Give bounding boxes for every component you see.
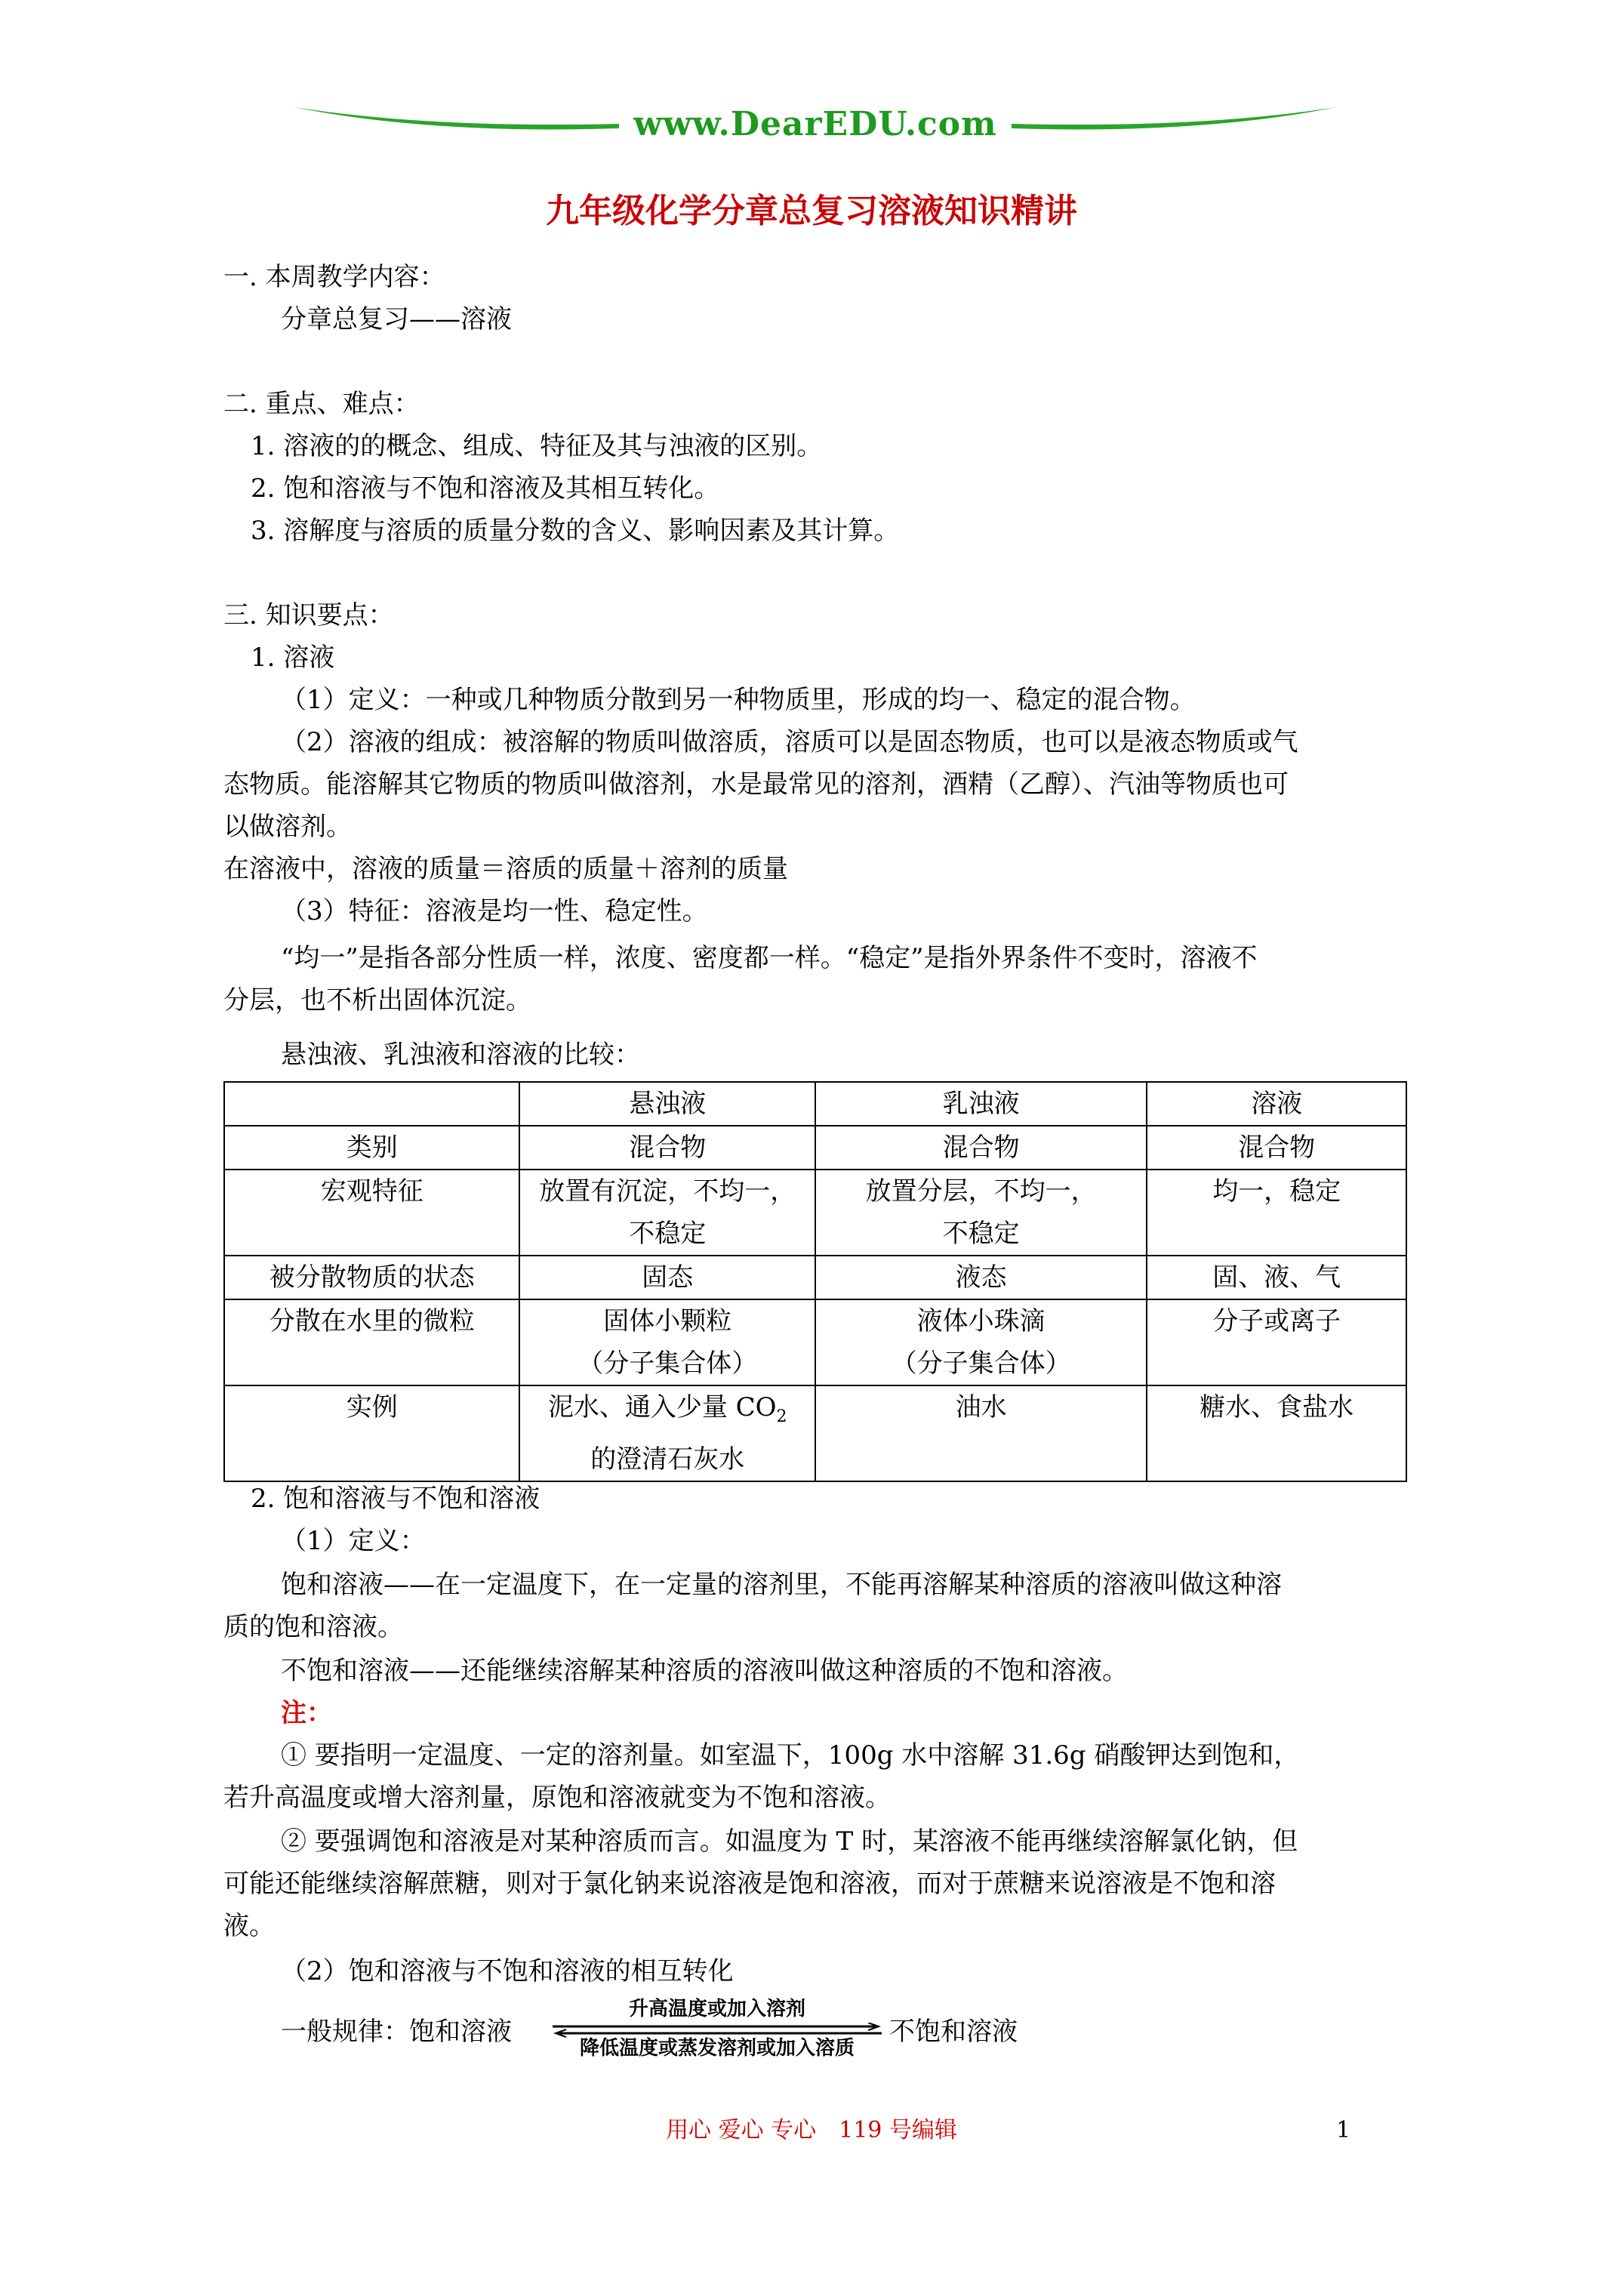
note-item: 液。 <box>223 1911 275 1941</box>
composition-text: 态物质。能溶解其它物质的物质叫做溶剂，水是最常见的溶剂，酒精（乙醇）、汽油等物质也可 <box>223 769 1289 800</box>
table-row <box>224 1256 1406 1299</box>
table-cell <box>519 1385 815 1481</box>
table-row <box>224 1082 1406 1126</box>
table-cell: 分子或离子 <box>1147 1299 1406 1385</box>
table-cell: 混合物 <box>1147 1126 1406 1170</box>
table-cell <box>224 1082 519 1126</box>
table-cell: 固、液、气 <box>1147 1256 1406 1299</box>
table-cell: 混合物 <box>815 1126 1147 1170</box>
table-cell: 混合物 <box>519 1126 815 1170</box>
footer-text: 用心 爱心 专心 119 号编辑 <box>666 2117 957 2143</box>
page-number: 1 <box>1336 2117 1351 2143</box>
section-2-item: 2. 饱和溶液与不饱和溶液及其相互转化。 <box>251 473 720 504</box>
arrow-bottom-label: 降低温度或蒸发溶剂或加入溶质 <box>579 2037 855 2060</box>
feature-explanation: “均一”是指各部分性质一样，浓度、密度都一样。“稳定”是指外界条件不变时，溶液不 <box>281 943 1258 973</box>
section-3-heading: 三. 知识要点： <box>223 600 394 630</box>
note-item: 可能还能继续溶解蔗糖，则对于氯化钠来说溶液是饱和溶液，而对于蔗糖来说溶液是不饱和溶 <box>223 1869 1276 1899</box>
logo-text: www.DearEDU.com <box>633 105 997 143</box>
table-row <box>224 1299 1406 1385</box>
comparison-intro: 悬浊液、乳浊液和溶液的比较： <box>281 1040 640 1070</box>
section-1-heading: 一. 本周教学内容： <box>223 262 445 292</box>
unsaturated-definition: 不饱和溶液——还能继续溶解某种溶质的溶液叫做这种溶质的不饱和溶液。 <box>281 1656 1128 1686</box>
saturated-definition: 饱和溶液——在一定温度下，在一定量的溶剂里，不能再溶解某种溶质的溶液叫做这种溶 <box>281 1570 1282 1600</box>
header-logo <box>294 98 1336 151</box>
table-header: 乳浊液 <box>815 1082 1147 1126</box>
table-cell: 宏观特征 <box>224 1170 519 1256</box>
table-row <box>224 1170 1406 1256</box>
definition-text: （1）定义：一种或几种物质分散到另一种物质里，形成的均一、稳定的混合物。 <box>281 685 1196 715</box>
note-item: ② 要强调饱和溶液是对某种溶质而言。如温度为 T 时，某溶液不能再继续溶解氯化钠，但 <box>281 1826 1298 1857</box>
composition-text: （2）溶液的组成：被溶解的物质叫做溶质，溶质可以是固态物质，也可以是液态物质或气 <box>281 727 1298 757</box>
cell-line: （分子集合体） <box>891 1348 1071 1379</box>
table-row <box>224 1385 1406 1481</box>
rule-suffix: 不饱和溶液 <box>889 2017 1018 2047</box>
note-item: 若升高温度或增大溶剂量，原饱和溶液就变为不饱和溶液。 <box>223 1783 891 1813</box>
table-cell: 固态 <box>519 1256 815 1299</box>
subscript: 2 <box>776 1407 787 1426</box>
table-cell: 油水 <box>815 1385 1147 1481</box>
table-cell: 分散在水里的微粒 <box>224 1299 519 1385</box>
section-2-item: 3. 溶解度与溶质的质量分数的含义、影响因素及其计算。 <box>251 516 900 546</box>
table-cell <box>519 1299 815 1385</box>
table-cell: 被分散物质的状态 <box>224 1256 519 1299</box>
section-1-content: 分章总复习——溶液 <box>281 304 512 334</box>
table-header: 悬浊液 <box>519 1082 815 1126</box>
subsection-solution: 1. 溶液 <box>251 643 335 673</box>
table-cell <box>519 1170 815 1256</box>
table-cell <box>815 1170 1147 1256</box>
table-cell: 糖水、食盐水 <box>1147 1385 1406 1481</box>
mass-relation: 在溶液中，溶液的质量＝溶质的质量＋溶剂的质量 <box>223 854 788 884</box>
definition-label: （1）定义： <box>281 1526 426 1556</box>
feature-text: （3）特征：溶液是均一性、稳定性。 <box>281 896 708 926</box>
table-cell: 液态 <box>815 1256 1147 1299</box>
cell-line: 液体小珠滴 <box>916 1306 1046 1336</box>
cell-line: 放置有沉淀，不均一， <box>539 1176 796 1207</box>
rule-prefix: 一般规律：饱和溶液 <box>281 2017 512 2047</box>
double-arrow-icon <box>551 2023 883 2038</box>
arrow-top-label: 升高温度或加入溶剂 <box>628 1998 805 2020</box>
cell-line: 不稳定 <box>942 1219 1020 1249</box>
note-item: ① 要指明一定温度、一定的溶剂量。如室温下，100g 水中溶解 31.6g 硝酸钾达到饱和， <box>281 1740 1300 1771</box>
cell-line: 不稳定 <box>629 1219 707 1249</box>
table-cell <box>815 1299 1147 1385</box>
cell-line: 固体小颗粒 <box>603 1306 732 1336</box>
section-2-item: 1. 溶液的的概念、组成、特征及其与浊液的区别。 <box>251 431 823 461</box>
page-title: 九年级化学分章总复习溶液知识精讲 <box>546 192 1077 230</box>
subsection-saturated: 2. 饱和溶液与不饱和溶液 <box>251 1484 540 1514</box>
table-row <box>224 1126 1406 1170</box>
table-header: 溶液 <box>1147 1082 1406 1126</box>
cell-text: 泥水、通入少量 CO <box>547 1392 777 1422</box>
comparison-table <box>223 1081 1407 1482</box>
cell-line: 的澄清石灰水 <box>590 1444 745 1475</box>
table-cell: 实例 <box>224 1385 519 1481</box>
conversion-arrow <box>551 1997 883 2065</box>
feature-explanation: 分层，也不析出固体沉淀。 <box>223 985 531 1015</box>
cell-line: 放置分层，不均一， <box>865 1176 1097 1207</box>
cell-line: （分子集合体） <box>577 1348 758 1379</box>
note-label: 注： <box>281 1698 332 1728</box>
section-2-heading: 二. 重点、难点： <box>223 389 420 419</box>
table-cell: 类别 <box>224 1126 519 1170</box>
conversion-heading: （2）饱和溶液与不饱和溶液的相互转化 <box>281 1956 734 1986</box>
cell-line <box>525 1386 810 1438</box>
saturated-definition: 质的饱和溶液。 <box>223 1612 403 1642</box>
composition-text: 以做溶剂。 <box>223 812 352 842</box>
table-cell: 均一，稳定 <box>1147 1170 1406 1256</box>
